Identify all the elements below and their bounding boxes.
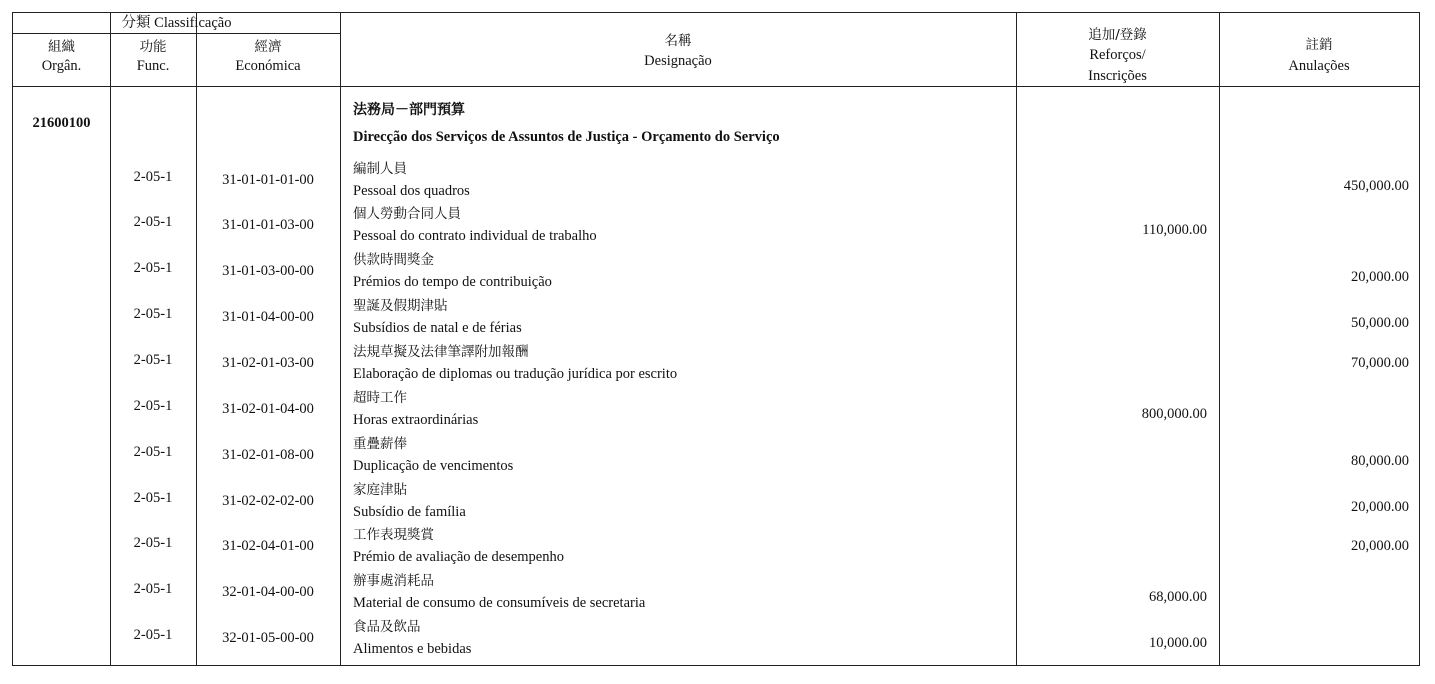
reinforcement-amount: 68,000.00: [1149, 589, 1207, 605]
econ-code: 31-01-01-03-00: [222, 217, 314, 233]
annulment-header-zh: 註銷: [1305, 37, 1333, 53]
designation-pt: Alimentos e bebidas: [353, 641, 472, 657]
func-code: 2-05-1: [133, 260, 173, 276]
annulment-amount: 450,000.00: [1343, 178, 1409, 194]
reinforcement-header-pt2: Inscrições: [1088, 68, 1147, 84]
organ-header-pt: Orgân.: [41, 58, 82, 74]
econ-code: 31-02-04-01-00: [222, 538, 314, 554]
func-header-pt: Func.: [136, 58, 170, 74]
organ-code: 21600100: [32, 115, 91, 131]
designation-zh: 家庭津貼: [353, 482, 407, 498]
func-code: 2-05-1: [133, 535, 173, 551]
designation-zh: 重疊薪俸: [353, 436, 407, 452]
reinforcement-amount: 110,000.00: [1142, 222, 1207, 238]
designation-zh: 超時工作: [353, 390, 407, 406]
designation-pt: Material de consumo de consumíveis de secretaria: [353, 595, 646, 611]
designation-zh: 供款時間獎金: [353, 252, 434, 268]
designation-header-pt: Designação: [644, 53, 712, 69]
designation-zh: 個人勞動合同人員: [353, 206, 461, 222]
column-divider: [1219, 13, 1220, 665]
classification-divider: [13, 33, 340, 34]
designation-zh: 辦事處消耗品: [353, 573, 434, 589]
designation-pt: Prémio de avaliação de desempenho: [353, 549, 564, 565]
column-divider: [110, 13, 111, 665]
econ-code: 31-01-04-00-00: [222, 309, 314, 325]
annulment-amount: 50,000.00: [1351, 315, 1409, 331]
designation-pt: Subsídios de natal e de férias: [353, 320, 522, 336]
annulment-amount: 20,000.00: [1351, 499, 1409, 515]
designation-zh: 食品及飲品: [353, 619, 421, 635]
designation-pt: Horas extraordinárias: [353, 412, 479, 428]
designation-pt: Elaboração de diplomas ou tradução jurídica por escrito: [353, 366, 678, 382]
classification-header: 分類 Classificação: [121, 15, 232, 31]
annulment-amount: 20,000.00: [1351, 538, 1409, 554]
column-divider: [340, 13, 341, 665]
func-code: 2-05-1: [133, 490, 173, 506]
func-code: 2-05-1: [133, 627, 173, 643]
designation-zh: 編制人員: [353, 161, 407, 177]
func-code: 2-05-1: [133, 398, 173, 414]
designation-pt: Pessoal do contrato individual de trabalho: [353, 228, 597, 244]
annulment-header-pt: Anulações: [1288, 58, 1350, 74]
func-code: 2-05-1: [133, 169, 173, 185]
reinforcement-amount: 10,000.00: [1149, 635, 1207, 651]
reinforcement-header-zh: 追加/登錄: [1088, 27, 1147, 43]
designation-pt: Duplicação de vencimentos: [353, 458, 514, 474]
econ-code: 31-01-03-00-00: [222, 263, 314, 279]
annulment-amount: 20,000.00: [1351, 269, 1409, 285]
annulment-amount: 70,000.00: [1351, 355, 1409, 371]
econ-code: 32-01-04-00-00: [222, 584, 314, 600]
econ-header-zh: 經濟: [254, 39, 282, 55]
econ-header-pt: Económica: [235, 58, 301, 74]
designation-header-zh: 名稱: [664, 33, 692, 49]
econ-code: 31-02-01-08-00: [222, 447, 314, 463]
section-title-zh: 法務局－部門預算: [353, 102, 465, 118]
reinforcement-amount: 800,000.00: [1141, 406, 1207, 422]
func-code: 2-05-1: [133, 306, 173, 322]
econ-code: 31-02-01-04-00: [222, 401, 314, 417]
func-code: 2-05-1: [133, 214, 173, 230]
designation-pt: Pessoal dos quadros: [353, 183, 470, 199]
func-code: 2-05-1: [133, 352, 173, 368]
header-divider: [13, 86, 1419, 87]
econ-code: 31-02-02-02-00: [222, 493, 314, 509]
column-divider: [1016, 13, 1017, 665]
column-divider: [196, 13, 197, 665]
budget-table: [12, 12, 1420, 666]
econ-code: 31-02-01-03-00: [222, 355, 314, 371]
reinforcement-header-pt: Reforços/: [1089, 47, 1146, 63]
func-code: 2-05-1: [133, 581, 173, 597]
econ-code: 32-01-05-00-00: [222, 630, 314, 646]
organ-header-zh: 組織: [48, 39, 75, 55]
designation-zh: 聖誕及假期津貼: [353, 298, 448, 314]
designation-zh: 工作表現獎賞: [353, 527, 434, 543]
func-header-zh: 功能: [139, 39, 167, 55]
designation-pt: Prémios do tempo de contribuição: [353, 274, 552, 290]
func-code: 2-05-1: [133, 444, 173, 460]
section-title-pt: Direcção dos Serviços de Assuntos de Justiça - Orçamento do Serviço: [353, 129, 780, 145]
annulment-amount: 80,000.00: [1351, 453, 1409, 469]
econ-code: 31-01-01-01-00: [222, 172, 314, 188]
designation-pt: Subsídio de família: [353, 504, 466, 520]
designation-zh: 法規草擬及法律筆譯附加報酬: [353, 344, 529, 360]
